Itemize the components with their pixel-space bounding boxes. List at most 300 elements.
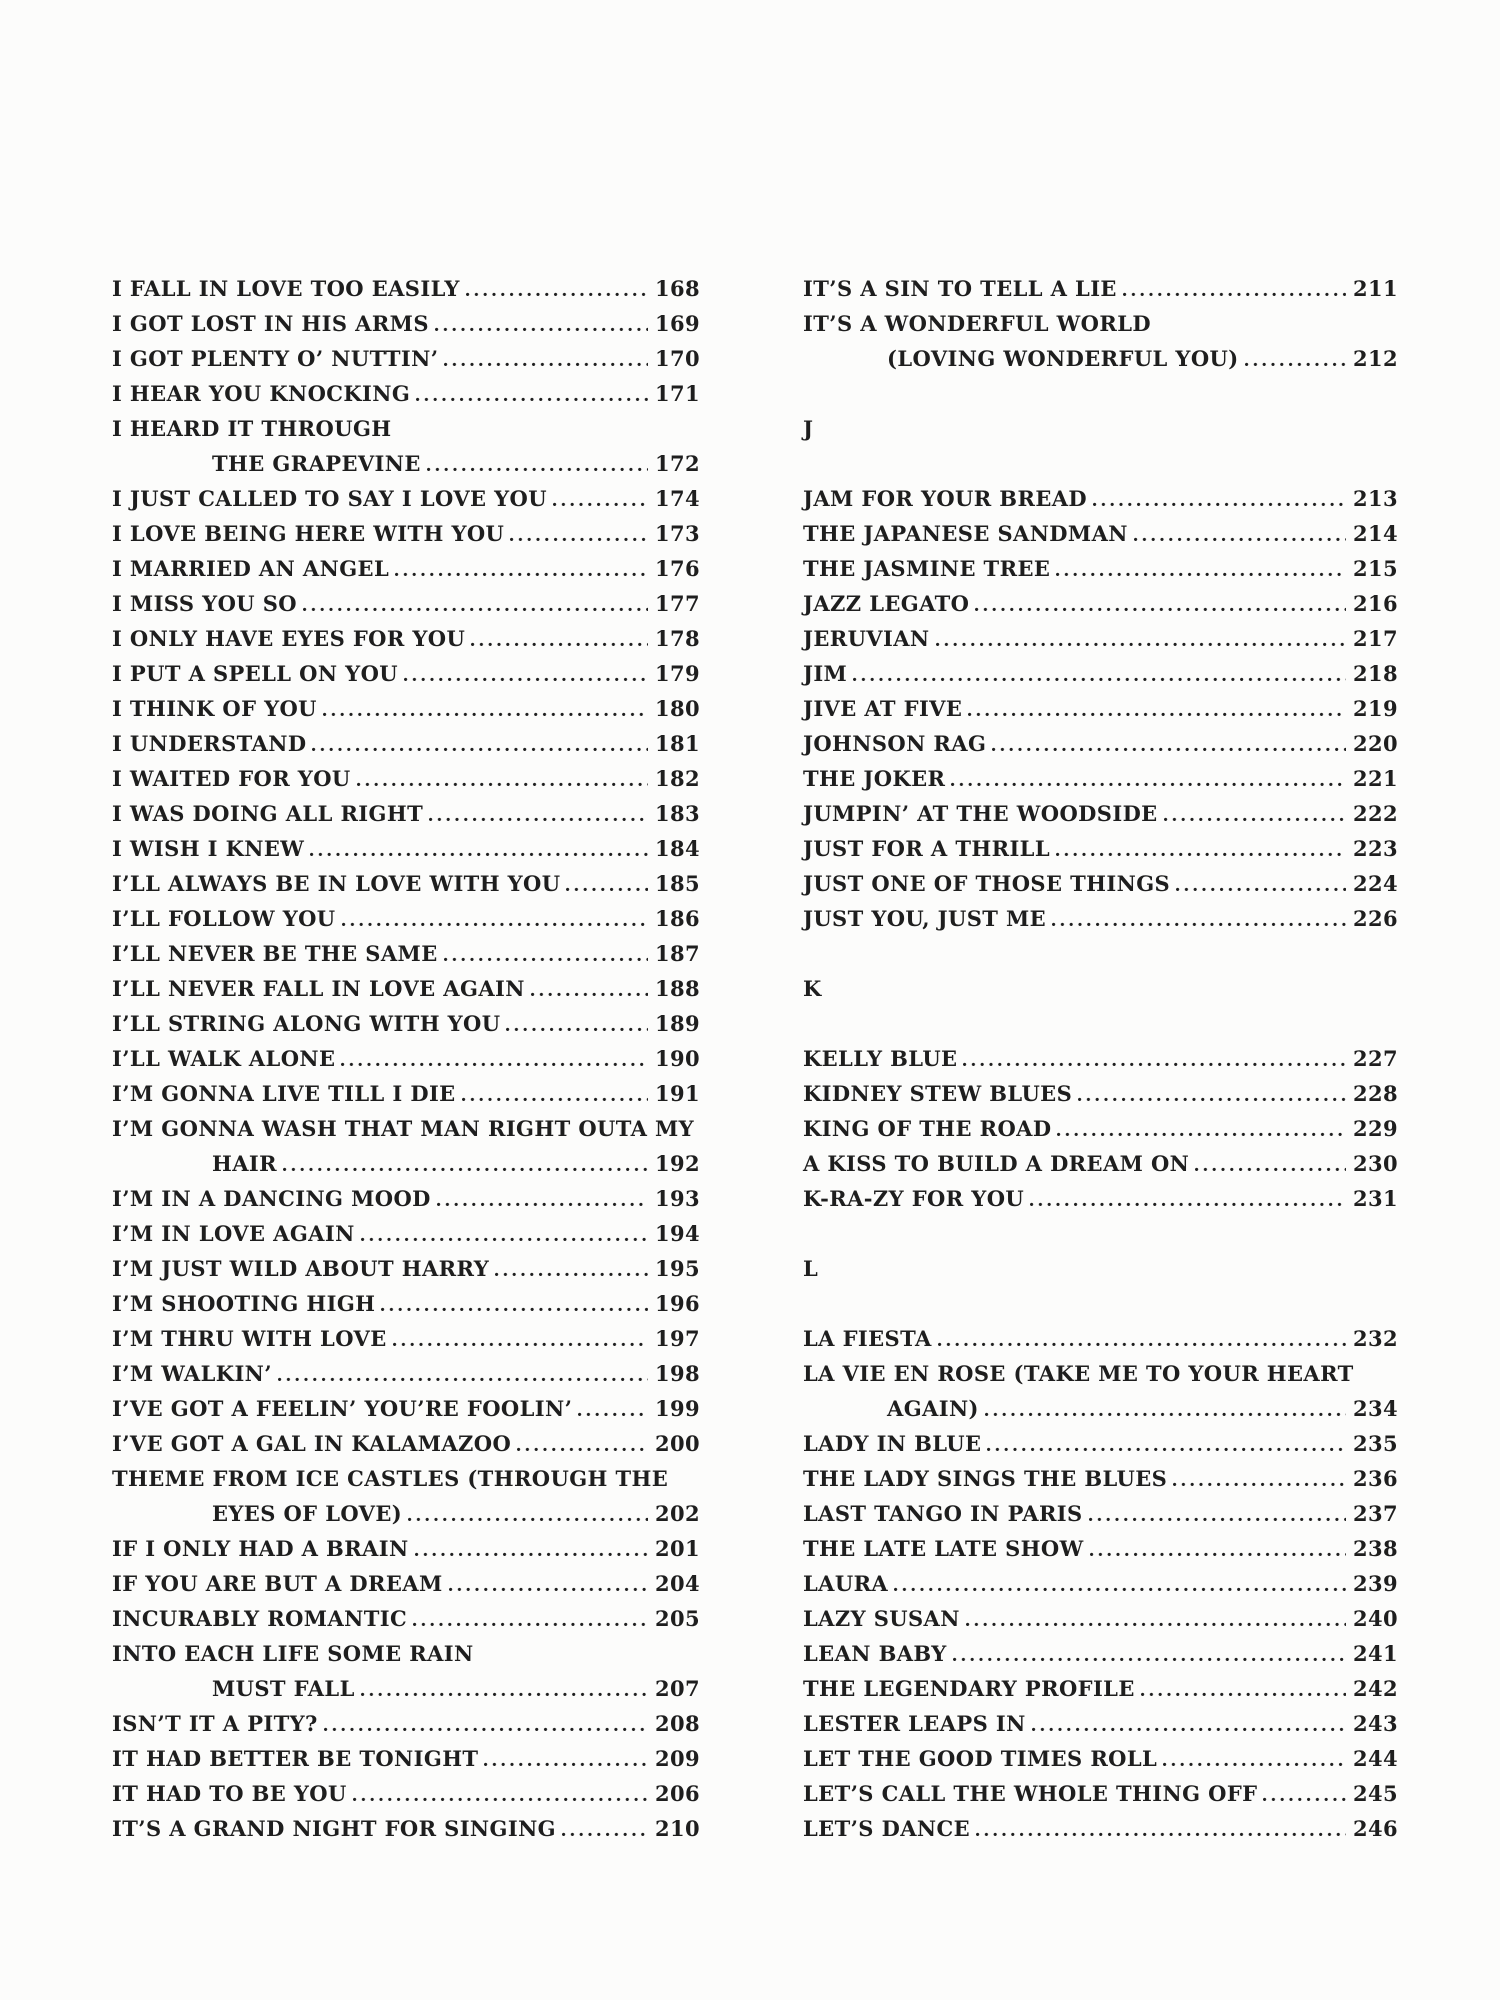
index-entry-row — [112, 1671, 700, 1706]
index-entry-row — [803, 761, 1398, 796]
page-number: 231 — [1352, 1186, 1398, 1211]
page-number: 204 — [654, 1571, 700, 1596]
song-title: INTO EACH LIFE SOME RAIN — [112, 1641, 474, 1666]
section-letter: J — [803, 416, 814, 441]
page-number: 229 — [1352, 1116, 1398, 1141]
index-entry-row — [112, 796, 700, 831]
song-title: IT’S A GRAND NIGHT FOR SINGING — [112, 1816, 557, 1841]
song-title: I’M JUST WILD ABOUT HARRY — [112, 1256, 490, 1281]
page-number: 224 — [1352, 871, 1398, 896]
dot-leader — [894, 1587, 1346, 1591]
page-number: 230 — [1352, 1151, 1398, 1176]
page-number: 219 — [1352, 696, 1398, 721]
dot-leader — [1052, 922, 1346, 926]
index-entry-row — [112, 1006, 700, 1041]
dot-leader — [416, 397, 648, 401]
index-entry-row — [112, 936, 700, 971]
song-title: IT’S A SIN TO TELL A LIE — [803, 276, 1117, 301]
dot-leader — [1078, 1097, 1346, 1101]
page-number: 244 — [1352, 1746, 1398, 1771]
page-number: 199 — [654, 1396, 700, 1421]
dot-leader — [510, 537, 648, 541]
song-title: JAZZ LEGATO — [803, 591, 970, 616]
index-entry-row — [112, 1601, 700, 1636]
dot-leader — [1141, 1692, 1346, 1696]
song-title: I ONLY HAVE EYES FOR YOU — [112, 626, 466, 651]
page-number: 222 — [1352, 801, 1398, 826]
page-number: 193 — [654, 1186, 700, 1211]
page-number: 177 — [654, 591, 700, 616]
index-entry-row — [112, 481, 700, 516]
song-title: I MARRIED AN ANGEL — [112, 556, 390, 581]
dot-leader — [1089, 1517, 1346, 1521]
song-title: HAIR — [212, 1151, 278, 1176]
dot-leader — [553, 502, 648, 506]
index-entry-row — [112, 1111, 700, 1146]
section-header-row — [803, 411, 1398, 446]
song-title: JIM — [803, 661, 848, 686]
dot-leader — [1164, 817, 1346, 821]
page-number: 182 — [654, 766, 700, 791]
song-title: INCURABLY ROMANTIC — [112, 1606, 408, 1631]
index-entry-row — [112, 901, 700, 936]
page-number: 188 — [654, 976, 700, 1001]
page-number: 211 — [1352, 276, 1398, 301]
page-number: 181 — [654, 731, 700, 756]
index-entry-row — [803, 271, 1398, 306]
index-entry-row — [112, 621, 700, 656]
page-number: 209 — [654, 1746, 700, 1771]
index-entry-row — [803, 656, 1398, 691]
song-title: I PUT A SPELL ON YOU — [112, 661, 398, 686]
song-title: THE JASMINE TREE — [803, 556, 1051, 581]
song-title: JUMPIN’ AT THE WOODSIDE — [803, 801, 1158, 826]
song-title: I MISS YOU SO — [112, 591, 297, 616]
section-letter: L — [803, 1256, 819, 1281]
dot-leader — [342, 922, 648, 926]
index-entry-row — [803, 621, 1398, 656]
dot-leader — [495, 1272, 648, 1276]
dot-leader — [1245, 362, 1346, 366]
song-title: LEAN BABY — [803, 1641, 947, 1666]
page-number: 238 — [1352, 1536, 1398, 1561]
index-column-left — [112, 271, 700, 1846]
song-title: LET’S CALL THE WHOLE THING OFF — [803, 1781, 1258, 1806]
song-title: LADY IN BLUE — [803, 1431, 982, 1456]
page-number: 190 — [654, 1046, 700, 1071]
dot-leader — [324, 1727, 648, 1731]
song-title: EYES OF LOVE) — [212, 1501, 403, 1526]
spacer-row — [803, 1286, 1398, 1321]
index-entry-row — [803, 1566, 1398, 1601]
page-number: 202 — [654, 1501, 700, 1526]
dot-leader — [517, 1447, 648, 1451]
index-entry-row — [803, 691, 1398, 726]
dot-leader — [1195, 1167, 1346, 1171]
page-number: 236 — [1352, 1466, 1398, 1491]
index-column-right — [803, 271, 1398, 1846]
index-entry-row — [112, 1076, 700, 1111]
index-entry-row — [112, 1776, 700, 1811]
dot-leader — [303, 607, 648, 611]
section-letter: K — [803, 976, 822, 1001]
page-number: 200 — [654, 1431, 700, 1456]
song-title: LESTER LEAPS IN — [803, 1711, 1026, 1736]
song-title: (LOVING WONDERFUL YOU) — [887, 346, 1239, 371]
index-entry-row — [112, 726, 700, 761]
index-entry-row — [803, 1181, 1398, 1216]
dot-leader — [853, 677, 1346, 681]
index-entry-row — [112, 411, 700, 446]
index-entry-row — [803, 1601, 1398, 1636]
index-entry-row — [112, 341, 700, 376]
page-number: 201 — [654, 1536, 700, 1561]
song-title: I JUST CALLED TO SAY I LOVE YOU — [112, 486, 547, 511]
song-title: LA VIE EN ROSE (TAKE ME TO YOUR HEART — [803, 1361, 1354, 1386]
song-title: K-RA-ZY FOR YOU — [803, 1186, 1025, 1211]
song-title: IF I ONLY HAD A BRAIN — [112, 1536, 409, 1561]
index-entry-row — [112, 1706, 700, 1741]
song-title: I’M IN LOVE AGAIN — [112, 1221, 355, 1246]
index-entry-row — [803, 1531, 1398, 1566]
dot-leader — [283, 1167, 648, 1171]
dot-leader — [484, 1762, 647, 1766]
page-number: 168 — [654, 276, 700, 301]
dot-leader — [353, 1797, 648, 1801]
dot-leader — [968, 712, 1346, 716]
song-title: I’M IN A DANCING MOOD — [112, 1186, 431, 1211]
index-entry-row — [803, 1391, 1398, 1426]
index-entry-row — [112, 1286, 700, 1321]
index-entry-row — [112, 1356, 700, 1391]
page-number: 196 — [654, 1291, 700, 1316]
page-number: 246 — [1352, 1816, 1398, 1841]
page-number: 197 — [654, 1326, 700, 1351]
dot-leader — [531, 992, 648, 996]
page-number: 198 — [654, 1361, 700, 1386]
dot-leader — [1176, 887, 1346, 891]
song-title: THEME FROM ICE CASTLES (THROUGH THE — [112, 1466, 669, 1491]
index-entry-row — [803, 1706, 1398, 1741]
page-number: 179 — [654, 661, 700, 686]
song-title: THE JAPANESE SANDMAN — [803, 521, 1128, 546]
song-title: KELLY BLUE — [803, 1046, 958, 1071]
song-title: A KISS TO BUILD A DREAM ON — [803, 1151, 1190, 1176]
index-entry-row — [112, 656, 700, 691]
song-title: I’LL STRING ALONG WITH YOU — [112, 1011, 501, 1036]
index-entry-row — [803, 1146, 1398, 1181]
song-title: THE GRAPEVINE — [212, 451, 421, 476]
song-title: AGAIN) — [887, 1396, 979, 1421]
song-title: I WAS DOING ALL RIGHT — [112, 801, 424, 826]
page-number: 240 — [1352, 1606, 1398, 1631]
index-entry-row — [803, 341, 1398, 376]
dot-leader — [966, 1622, 1346, 1626]
song-title: I GOT LOST IN HIS ARMS — [112, 311, 429, 336]
spacer-row — [803, 1216, 1398, 1251]
dot-leader — [938, 1342, 1346, 1346]
index-entry-row — [803, 1461, 1398, 1496]
song-title: I’LL FOLLOW YOU — [112, 906, 336, 931]
page-number: 220 — [1352, 731, 1398, 756]
index-entry-row — [803, 1076, 1398, 1111]
page-number: 212 — [1352, 346, 1398, 371]
song-title: JOHNSON RAG — [803, 731, 987, 756]
index-entry-row — [803, 551, 1398, 586]
page-number: 221 — [1352, 766, 1398, 791]
index-entry-row — [112, 1041, 700, 1076]
index-entry-row — [803, 1356, 1398, 1391]
dot-leader — [992, 747, 1346, 751]
index-entry-row — [803, 306, 1398, 341]
dot-leader — [1134, 537, 1346, 541]
dot-leader — [278, 1377, 648, 1381]
song-title: JUST YOU, JUST ME — [803, 906, 1047, 931]
index-entry-row — [112, 306, 700, 341]
spacer-row — [803, 1006, 1398, 1041]
index-entry-row — [803, 586, 1398, 621]
dot-leader — [506, 1027, 647, 1031]
song-title: JIVE AT FIVE — [803, 696, 963, 721]
page-number: 207 — [654, 1676, 700, 1701]
song-title: ISN’T IT A PITY? — [112, 1711, 318, 1736]
song-title: I UNDERSTAND — [112, 731, 307, 756]
dot-leader — [437, 1202, 648, 1206]
dot-leader — [936, 642, 1346, 646]
song-title: I’VE GOT A GAL IN KALAMAZOO — [112, 1431, 512, 1456]
page-number: 242 — [1352, 1676, 1398, 1701]
song-title: I THINK OF YOU — [112, 696, 317, 721]
index-entry-row — [112, 831, 700, 866]
dot-leader — [1057, 1132, 1345, 1136]
song-title: I’LL ALWAYS BE IN LOVE WITH YOU — [112, 871, 561, 896]
page-number: 176 — [654, 556, 700, 581]
song-title: I LOVE BEING HERE WITH YOU — [112, 521, 505, 546]
dot-leader — [1090, 1552, 1346, 1556]
index-entry-row — [803, 901, 1398, 936]
index-entry-row — [803, 1426, 1398, 1461]
index-entry-row — [112, 1391, 700, 1426]
dot-leader — [312, 747, 647, 751]
song-title: JUST FOR A THRILL — [803, 836, 1050, 861]
index-entry-row — [112, 1251, 700, 1286]
song-title: I GOT PLENTY O’ NUTTIN’ — [112, 346, 439, 371]
index-entry-row — [112, 1216, 700, 1251]
page-number: 171 — [654, 381, 700, 406]
song-title: IT HAD TO BE YOU — [112, 1781, 347, 1806]
page-number: 187 — [654, 941, 700, 966]
spacer-row — [803, 376, 1398, 411]
song-title: IF YOU ARE BUT A DREAM — [112, 1571, 443, 1596]
page-number: 232 — [1352, 1326, 1398, 1351]
index-entry-row — [112, 1566, 700, 1601]
song-title: I HEAR YOU KNOCKING — [112, 381, 411, 406]
page-number: 210 — [654, 1816, 700, 1841]
song-title: I HEARD IT THROUGH — [112, 416, 392, 441]
song-title: I’M WALKIN’ — [112, 1361, 272, 1386]
index-entry-row — [112, 1811, 700, 1846]
page-number: 192 — [654, 1151, 700, 1176]
page-number: 185 — [654, 871, 700, 896]
page-number: 235 — [1352, 1431, 1398, 1456]
song-title: JERUVIAN — [803, 626, 930, 651]
page-number: 191 — [654, 1081, 700, 1106]
song-title: KING OF THE ROAD — [803, 1116, 1052, 1141]
song-title: I’M SHOOTING HIGH — [112, 1291, 376, 1316]
page-number: 174 — [654, 486, 700, 511]
index-entry-row — [803, 796, 1398, 831]
song-title: THE LADY SINGS THE BLUES — [803, 1466, 1168, 1491]
song-title: I’VE GOT A FEELIN’ YOU’RE FOOLIN’ — [112, 1396, 573, 1421]
song-title: I’LL WALK ALONE — [112, 1046, 336, 1071]
song-title: LET THE GOOD TIMES ROLL — [803, 1746, 1158, 1771]
dot-leader — [381, 1307, 648, 1311]
page-number: 217 — [1352, 626, 1398, 651]
section-header-row — [803, 1251, 1398, 1286]
dot-leader — [415, 1552, 648, 1556]
song-title: I WAITED FOR YOU — [112, 766, 351, 791]
index-entry-row — [112, 516, 700, 551]
dot-leader — [1173, 1482, 1346, 1486]
index-entry-row — [112, 1181, 700, 1216]
index-entry-row — [803, 866, 1398, 901]
page-number: 169 — [654, 311, 700, 336]
dot-leader — [1056, 852, 1346, 856]
dot-leader — [953, 1657, 1346, 1661]
dot-leader — [444, 362, 648, 366]
dot-leader — [427, 467, 648, 471]
dot-leader — [361, 1692, 648, 1696]
index-entry-row — [112, 971, 700, 1006]
page-number: 186 — [654, 906, 700, 931]
page-number: 218 — [1352, 661, 1398, 686]
page-number: 234 — [1352, 1396, 1398, 1421]
song-title: I’M GONNA LIVE TILL I DIE — [112, 1081, 456, 1106]
section-header-row — [803, 971, 1398, 1006]
song-title: I’M GONNA WASH THAT MAN RIGHT OUTA MY — [112, 1116, 695, 1141]
index-entry-row — [112, 1146, 700, 1181]
page-number: 205 — [654, 1606, 700, 1631]
index-entry-row — [112, 586, 700, 621]
page-number: 216 — [1352, 591, 1398, 616]
index-entry-row — [112, 761, 700, 796]
song-title: JUST ONE OF THOSE THINGS — [803, 871, 1171, 896]
index-entry-row — [803, 1636, 1398, 1671]
dot-leader — [404, 677, 648, 681]
dot-leader — [1056, 572, 1346, 576]
dot-leader — [444, 957, 648, 961]
dot-leader — [413, 1622, 648, 1626]
page-number: 189 — [654, 1011, 700, 1036]
index-entry-row — [112, 866, 700, 901]
page-number: 170 — [654, 346, 700, 371]
page-number: 239 — [1352, 1571, 1398, 1596]
song-title: JAM FOR YOUR BREAD — [803, 486, 1088, 511]
page-number: 180 — [654, 696, 700, 721]
index-entry-row — [803, 1041, 1398, 1076]
index-entry-row — [803, 516, 1398, 551]
index-entry-row — [803, 726, 1398, 761]
dot-leader — [987, 1447, 1346, 1451]
dot-leader — [985, 1412, 1346, 1416]
page-number: 183 — [654, 801, 700, 826]
song-title: THE JOKER — [803, 766, 946, 791]
index-entry-row — [803, 1321, 1398, 1356]
index-entry-row — [112, 446, 700, 481]
song-title: LET’S DANCE — [803, 1816, 971, 1841]
page-number: 208 — [654, 1711, 700, 1736]
page-number: 243 — [1352, 1711, 1398, 1736]
dot-leader — [1030, 1202, 1346, 1206]
page-number: 178 — [654, 626, 700, 651]
dot-leader — [395, 572, 648, 576]
song-title: I’M THRU WITH LOVE — [112, 1326, 387, 1351]
page-number: 226 — [1352, 906, 1398, 931]
song-title: IT’S A WONDERFUL WORLD — [803, 311, 1151, 336]
song-title: THE LEGENDARY PROFILE — [803, 1676, 1135, 1701]
index-entry-row — [112, 1531, 700, 1566]
song-title: MUST FALL — [212, 1676, 355, 1701]
dot-leader — [562, 1832, 648, 1836]
index-entry-row — [112, 551, 700, 586]
dot-leader — [1032, 1727, 1346, 1731]
song-title: LAST TANGO IN PARIS — [803, 1501, 1083, 1526]
dot-leader — [963, 1062, 1346, 1066]
dot-leader — [357, 782, 648, 786]
index-entry-row — [112, 1741, 700, 1776]
index-entry-row — [112, 1321, 700, 1356]
index-entry-row — [803, 831, 1398, 866]
index-entry-row — [803, 481, 1398, 516]
page-number: 213 — [1352, 486, 1398, 511]
index-entry-row — [803, 1776, 1398, 1811]
page-number: 184 — [654, 836, 700, 861]
page-number: 194 — [654, 1221, 700, 1246]
index-entry-row — [803, 1741, 1398, 1776]
page-number: 195 — [654, 1256, 700, 1281]
song-title: LAURA — [803, 1571, 889, 1596]
page-number: 214 — [1352, 521, 1398, 546]
dot-leader — [393, 1342, 648, 1346]
song-title: THE LATE LATE SHOW — [803, 1536, 1084, 1561]
dot-leader — [975, 607, 1346, 611]
index-entry-row — [112, 1496, 700, 1531]
spacer-row — [803, 446, 1398, 481]
dot-leader — [471, 642, 648, 646]
dot-leader — [310, 852, 648, 856]
dot-leader — [361, 1237, 648, 1241]
dot-leader — [951, 782, 1346, 786]
dot-leader — [449, 1587, 648, 1591]
song-title: LA FIESTA — [803, 1326, 932, 1351]
dot-leader — [435, 327, 648, 331]
song-title: IT HAD BETTER BE TONIGHT — [112, 1746, 479, 1771]
index-entry-row — [803, 1111, 1398, 1146]
index-entry-row — [803, 1811, 1398, 1846]
index-entry-row — [112, 1636, 700, 1671]
dot-leader — [1093, 502, 1346, 506]
song-title: KIDNEY STEW BLUES — [803, 1081, 1073, 1106]
dot-leader — [408, 1517, 648, 1521]
dot-leader — [578, 1412, 648, 1416]
dot-leader — [466, 292, 648, 296]
page-number: 241 — [1352, 1641, 1398, 1666]
page-number: 172 — [654, 451, 700, 476]
page-number: 206 — [654, 1781, 700, 1806]
page-number: 223 — [1352, 836, 1398, 861]
index-entry-row — [112, 691, 700, 726]
dot-leader — [1163, 1762, 1346, 1766]
